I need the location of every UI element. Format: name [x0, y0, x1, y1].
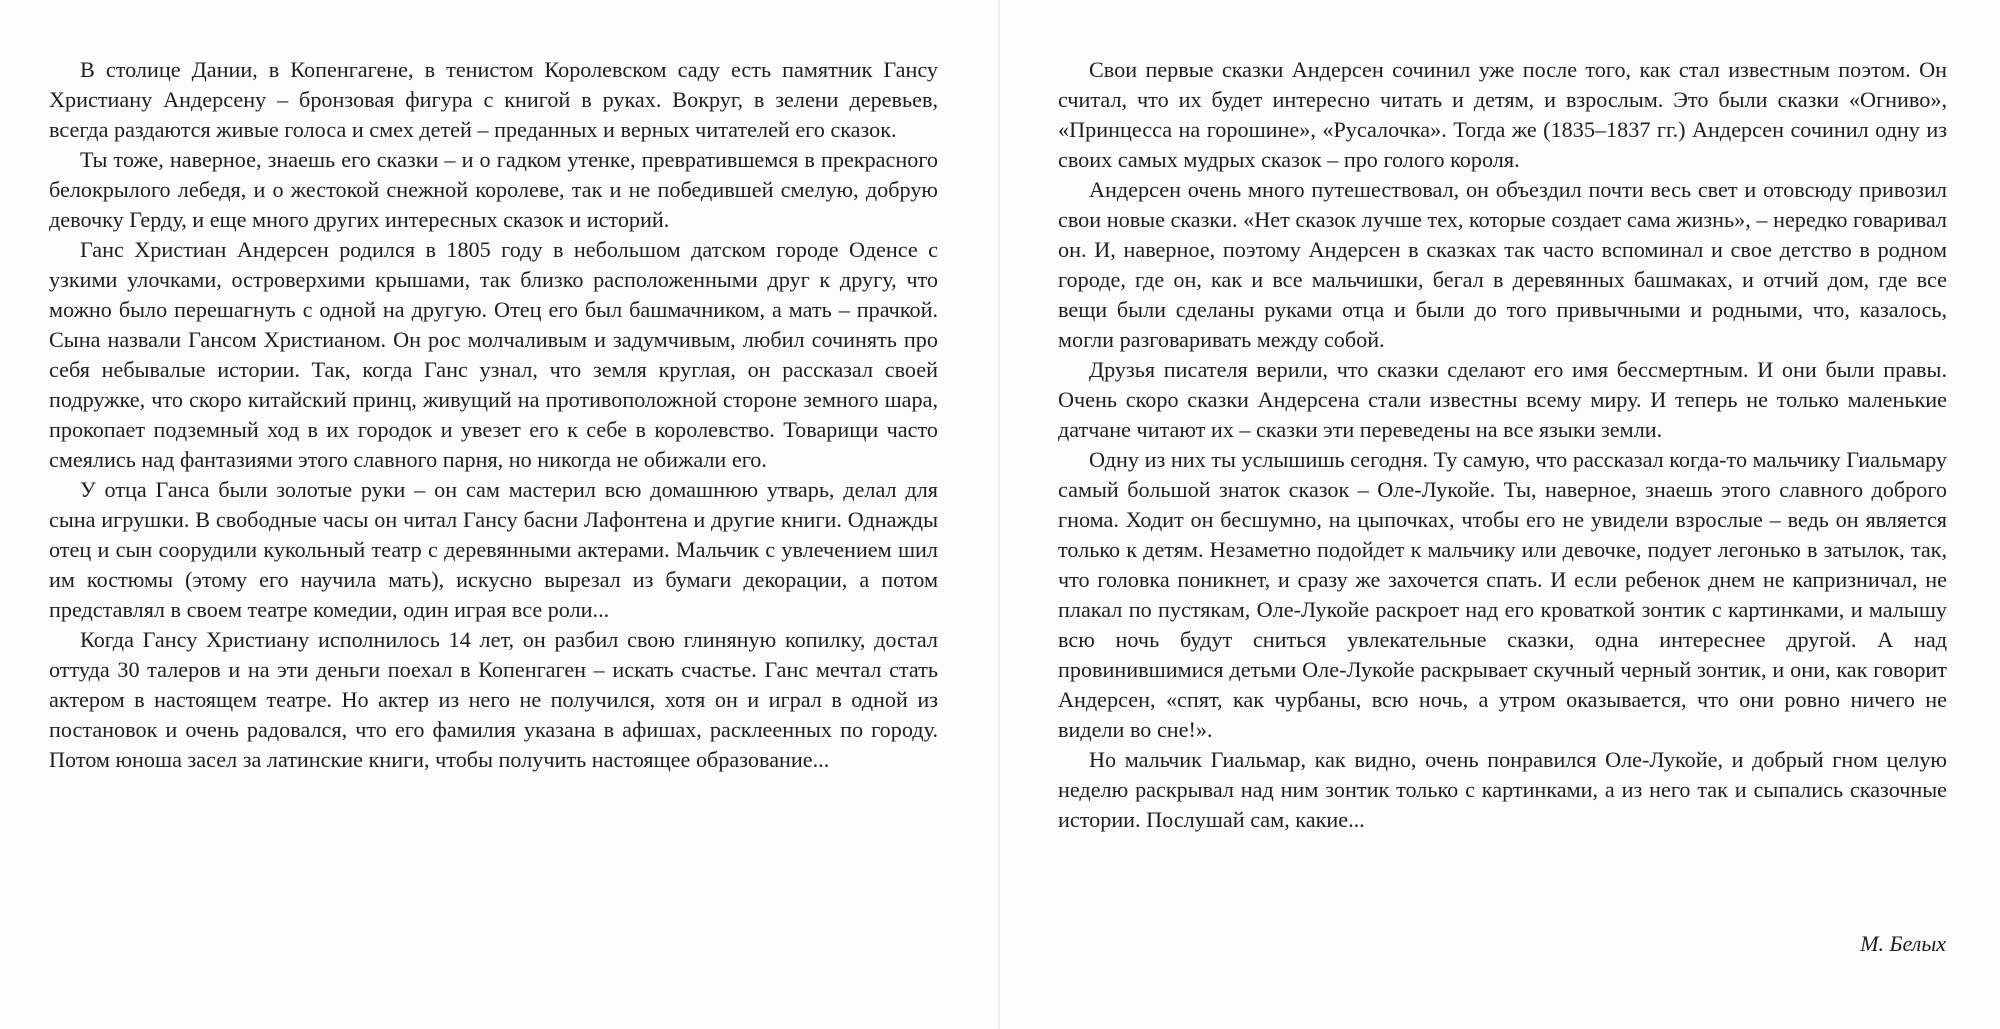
paragraph: Одну из них ты услышишь сегодня. Ту самую, что рассказал когда-то мальчику Гиальмару самый большой знаток сказок – Оле-Лукойе. Ты, наверное, знаешь этого славного доброго гнома. Ходит он бесшумно, на цыпочках, чтобы его не увидели взрослые – ведь он является только к детям. Незаметно подойдет к мальчику или девочке, подует легонько в затылок, так, что головка поникнет, и сразу же захочется спать. И если ребенок днем не капризничал, не плакал по пустякам, Оле-Лукойе раскроет над его кроваткой зонтик с картинками, и малышу всю ночь будут сниться увлекательные сказки, одна интереснее другой. А над провинившимися детьми Оле-Лукойе раскрывает скучный черный зонтик, и они, как говорит Андерсен, «спят, как чурбаны, всю ночь, а утром оказывается, что они ровно ничего не видели во сне!». — [1058, 447, 1947, 742]
paragraph: Андерсен очень много путешествовал, он объездил почти весь свет и отовсюду привозил свои новые сказки. «Нет сказок лучше тех, которые создает сама жизнь», – нередко говаривал он. И, наверное, поэтому Андерсен в сказках так часто вспоминал и свое детство в родном городе, где он, как и все мальчишки, бегал в деревянных башмаках, и отчий дом, где все вещи были сделаны руками отца и были до того привычными и родными, что, казалось, могли разговаривать между собой. — [1058, 177, 1947, 352]
left-page-text — [49, 55, 938, 775]
paragraph: Когда Гансу Христиану исполнилось 14 лет, он разбил свою глиняную копилку, достал оттуда 30 талеров и на эти деньги поехал в Копенгаген – искать счастье. Ганс мечтал стать актером в настоящем театре. Но актер из него не получился, хотя он и играл в одной из постановок и очень радовался, что его фамилия указана в афишах, расклеенных по городу. Потом юноша засел за латинские книги, чтобы получить настоящее образование... — [49, 627, 938, 772]
paragraph: В столице Дании, в Копенгагене, в тенистом Королевском саду есть памятник Гансу Христиану Андерсену – бронзовая фигура с книгой в руках. Вокруг, в зелени деревьев, всегда раздаются живые голоса и смех детей – преданных и верных читателей его сказок. — [49, 57, 938, 142]
right-page — [1000, 0, 2000, 1029]
right-page-text — [1058, 55, 1947, 835]
author-signature: М. Белых — [1860, 931, 1946, 956]
paragraph: Ганс Христиан Андерсен родился в 1805 году в небольшом датском городе Оденсе с узкими улочками, островерхими крышами, так близко расположенными друг к другу, что можно было перешагнуть с одной на другую. Отец его был башмачником, а мать – прачкой. Сына назвали Гансом Христианом. Он рос молчаливым и задумчивым, любил сочинять про себя небывалые истории. Так, когда Ганс узнал, что земля круглая, он рассказал своей подружке, что скоро китайский принц, живущий на противоположной стороне земного шара, прокопает подземный ход в их городок и увезет его к себе в королевство. Товарищи часто смеялись над фантазиями этого славного парня, но никогда не обижали его. — [49, 237, 938, 472]
paragraph: Свои первые сказки Андерсен сочинил уже после того, как стал известным поэтом. Он считал, что их будет интересно читать и детям, и взрослым. Это были сказки «Огниво», «Принцесса на горошине», «Русалочка». Тогда же (1835–1837 гг.) Андерсен сочинил одну из своих самых мудрых сказок – про голого короля. — [1058, 57, 1947, 172]
paragraph: Но мальчик Гиальмар, как видно, очень понравился Оле-Лукойе, и добрый гном целую неделю раскрывал над ним зонтик только с картинками, а из него так и сыпались сказочные истории. Послушай сам, какие... — [1058, 747, 1947, 832]
paragraph: У отца Ганса были золотые руки – он сам мастерил всю домашнюю утварь, делал для сына игрушки. В свободные часы он читал Гансу басни Лафонтена и другие книги. Однажды отец и сын соорудили кукольный театр с деревянными актерами. Мальчик с увлечением шил им костюмы (этому его научила мать), искусно вырезал из бумаги декорации, а потом представлял в своем театре комедии, один играя все роли... — [49, 477, 938, 622]
paragraph: Ты тоже, наверное, знаешь его сказки – и о гадком утенке, превратившемся в прекрасного белокрылого лебедя, и о жестокой снежной королеве, так и не победившей смелую, добрую девочку Герду, и еще много других интересных сказок и историй. — [49, 147, 938, 232]
paragraph: Друзья писателя верили, что сказки сделают его имя бессмертным. И они были правы. Очень скоро сказки Андерсена стали известны всему миру. И теперь не только маленькие датчане читают их – сказки эти переведены на все языки земли. — [1058, 357, 1947, 442]
